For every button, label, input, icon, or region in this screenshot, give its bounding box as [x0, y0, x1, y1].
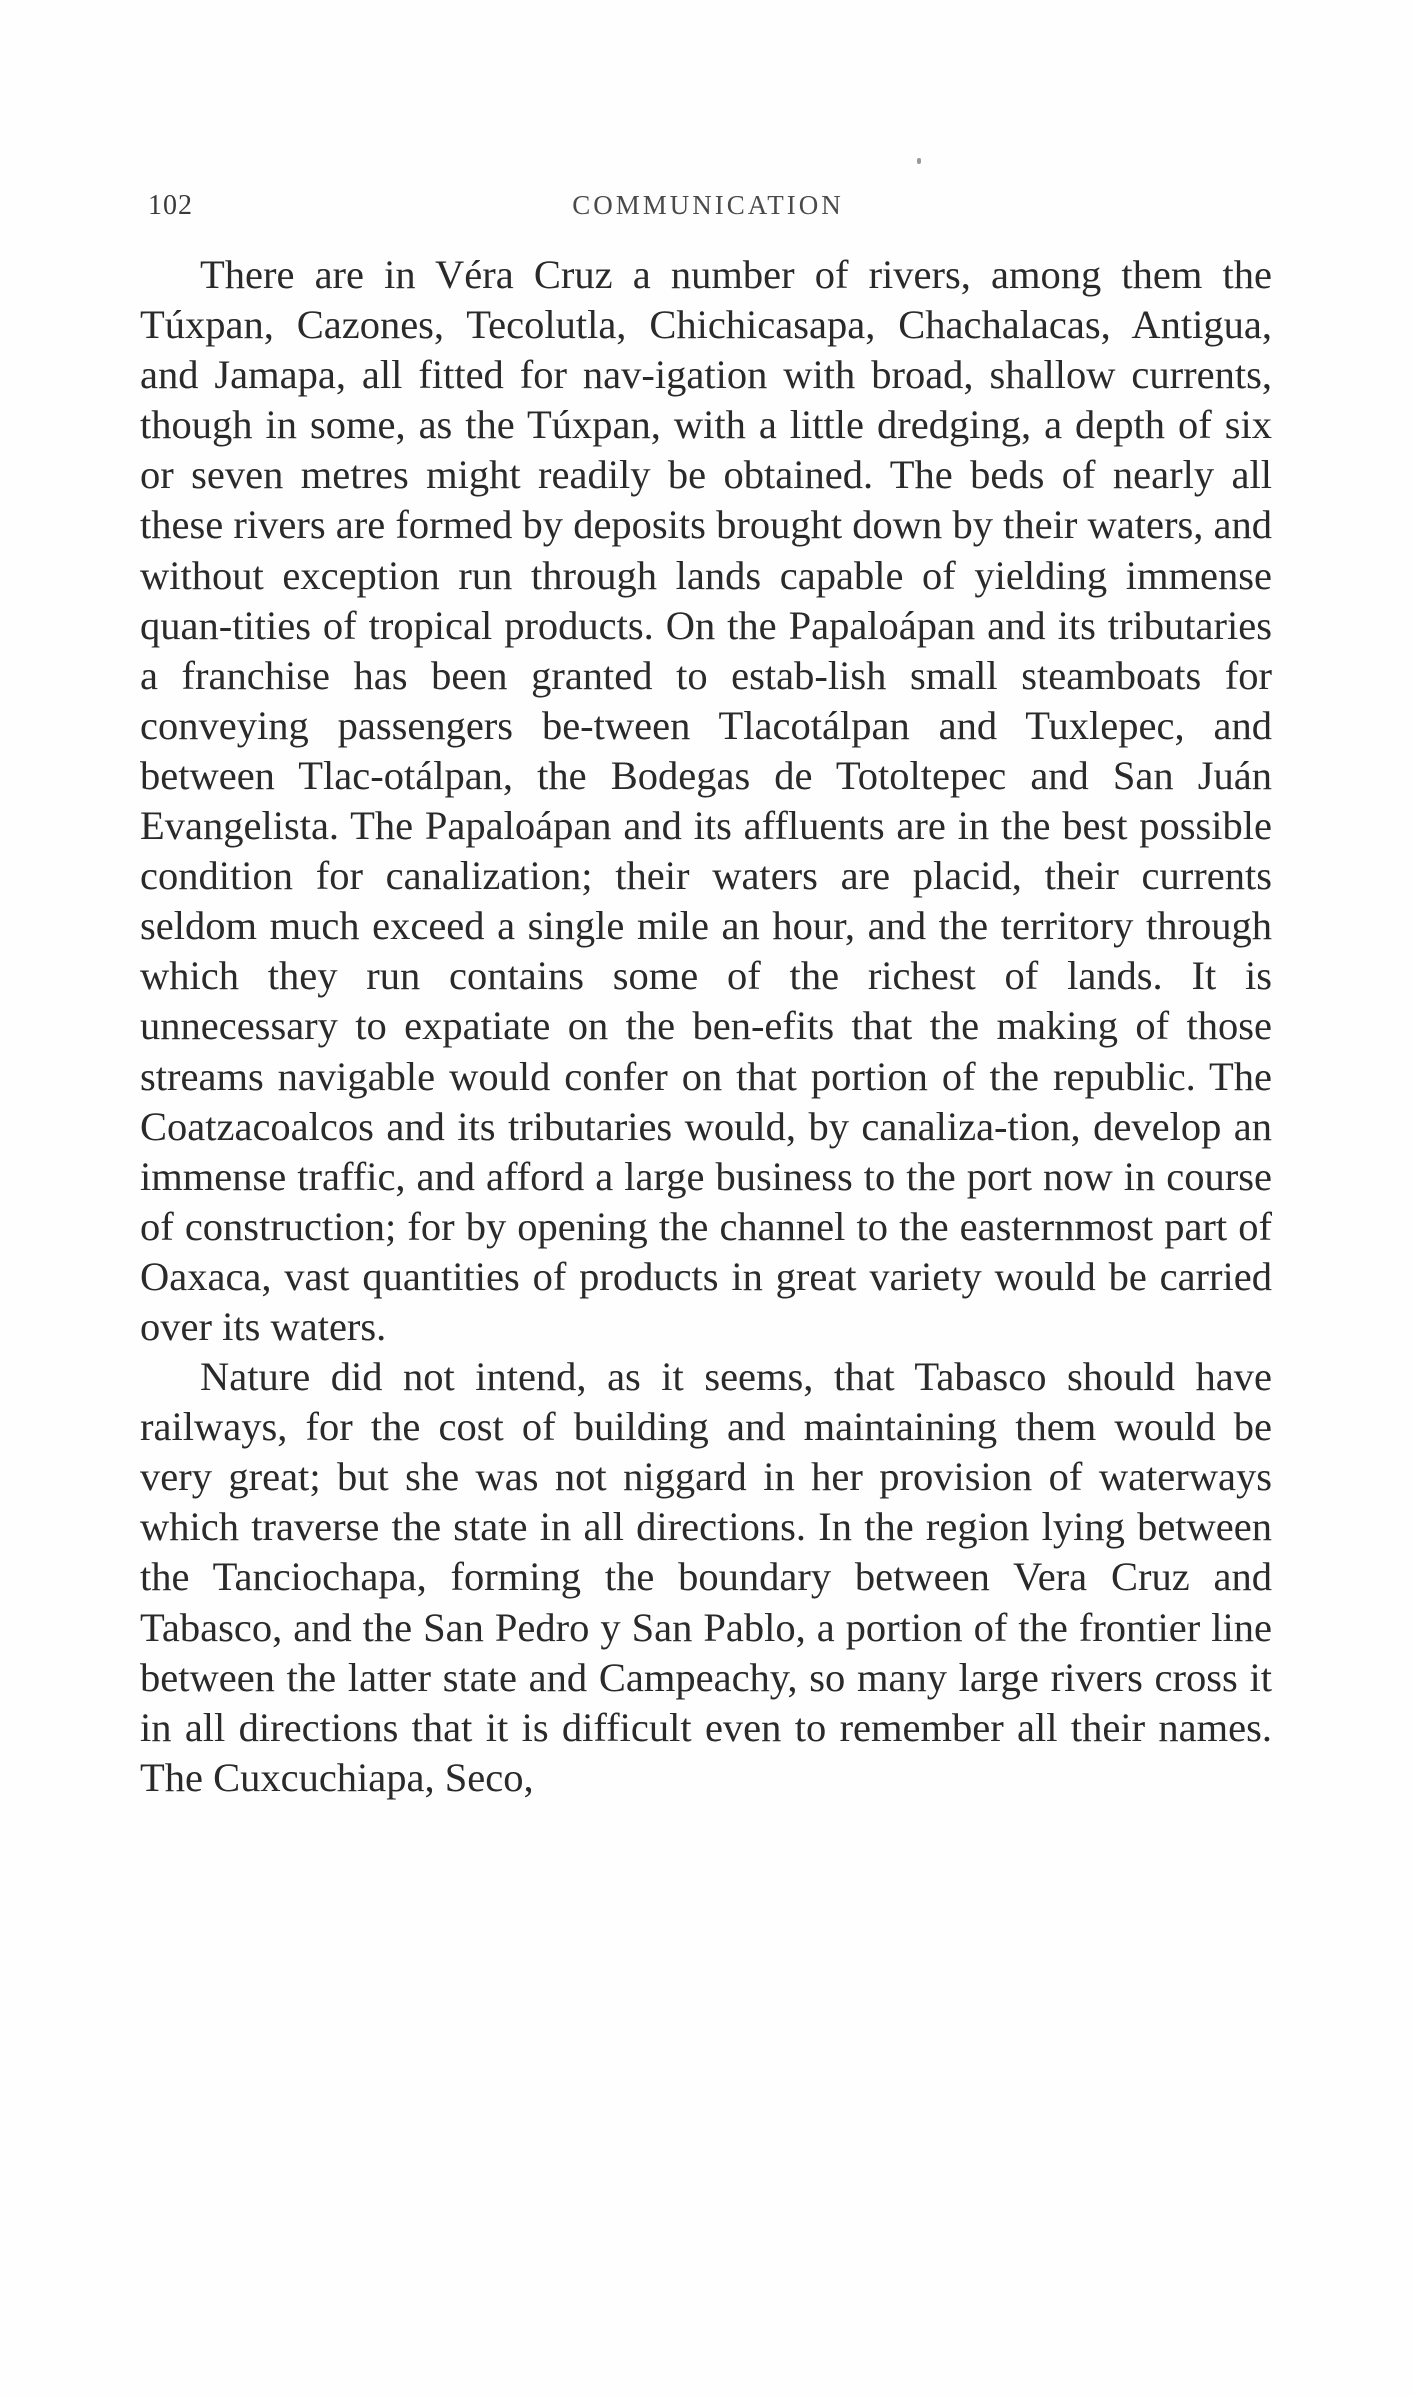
paragraph: There are in Véra Cruz a number of rivers, among them the Túxpan, Cazones, Tecolutla, Chichicasapa, Chachalacas, Antigua, and Jamapa, all fitted for nav-igation with broad, shallow currents, though in some, as the Túxpan, with a little dredging, a depth of six or seven metres might readily be obtained. The beds of nearly all these rivers are formed by deposits brought down by their waters, and without exception run through lands capable of yielding immense quan-tities of tropical products. On the Papaloápan and its tributaries a franchise has been granted to estab-lish small steamboats for conveying passengers be-tween Tlacotálpan and Tuxlepec, and between Tlac-otálpan, the Bodegas de Totoltepec and San Juán Evangelista. The Papaloápan and its affluents are in the best possible condition for canalization; their waters are placid, their currents seldom much exceed a single mile an hour, and the territory through which they run contains some of the richest of lands. It is unnecessary to expatiate on the ben-efits that the making of those streams navigable would confer on that portion of the republic. The Coatzacoalcos and its tributaries would, by canaliza-tion, develop an immense traffic, and afford a large business to the port now in course of construction; for by opening the channel to the easternmost part of Oaxaca, vast quantities of products in great variety would be carried over its waters. [140, 252, 1272, 1349]
running-head: COMMUNICATION [572, 190, 844, 220]
page-header [148, 190, 1268, 230]
paragraph: Nature did not intend, as it seems, that Tabasco should have railways, for the cost of building and maintaining them would be very great; but she was not niggard in her provision of waterways which traverse the state in all directions. In the region lying between the Tanciochapa, forming the boundary between Vera Cruz and Tabasco, and the San Pedro y San Pablo, a portion of the frontier line between the latter state and Campeachy, so many large rivers cross it in all directions that it is difficult even to remember all their names. The Cuxcuchiapa, Seco, [140, 1354, 1272, 1800]
page-number: 102 [148, 190, 193, 221]
print-speck [917, 158, 921, 164]
body-text [140, 250, 1272, 1803]
